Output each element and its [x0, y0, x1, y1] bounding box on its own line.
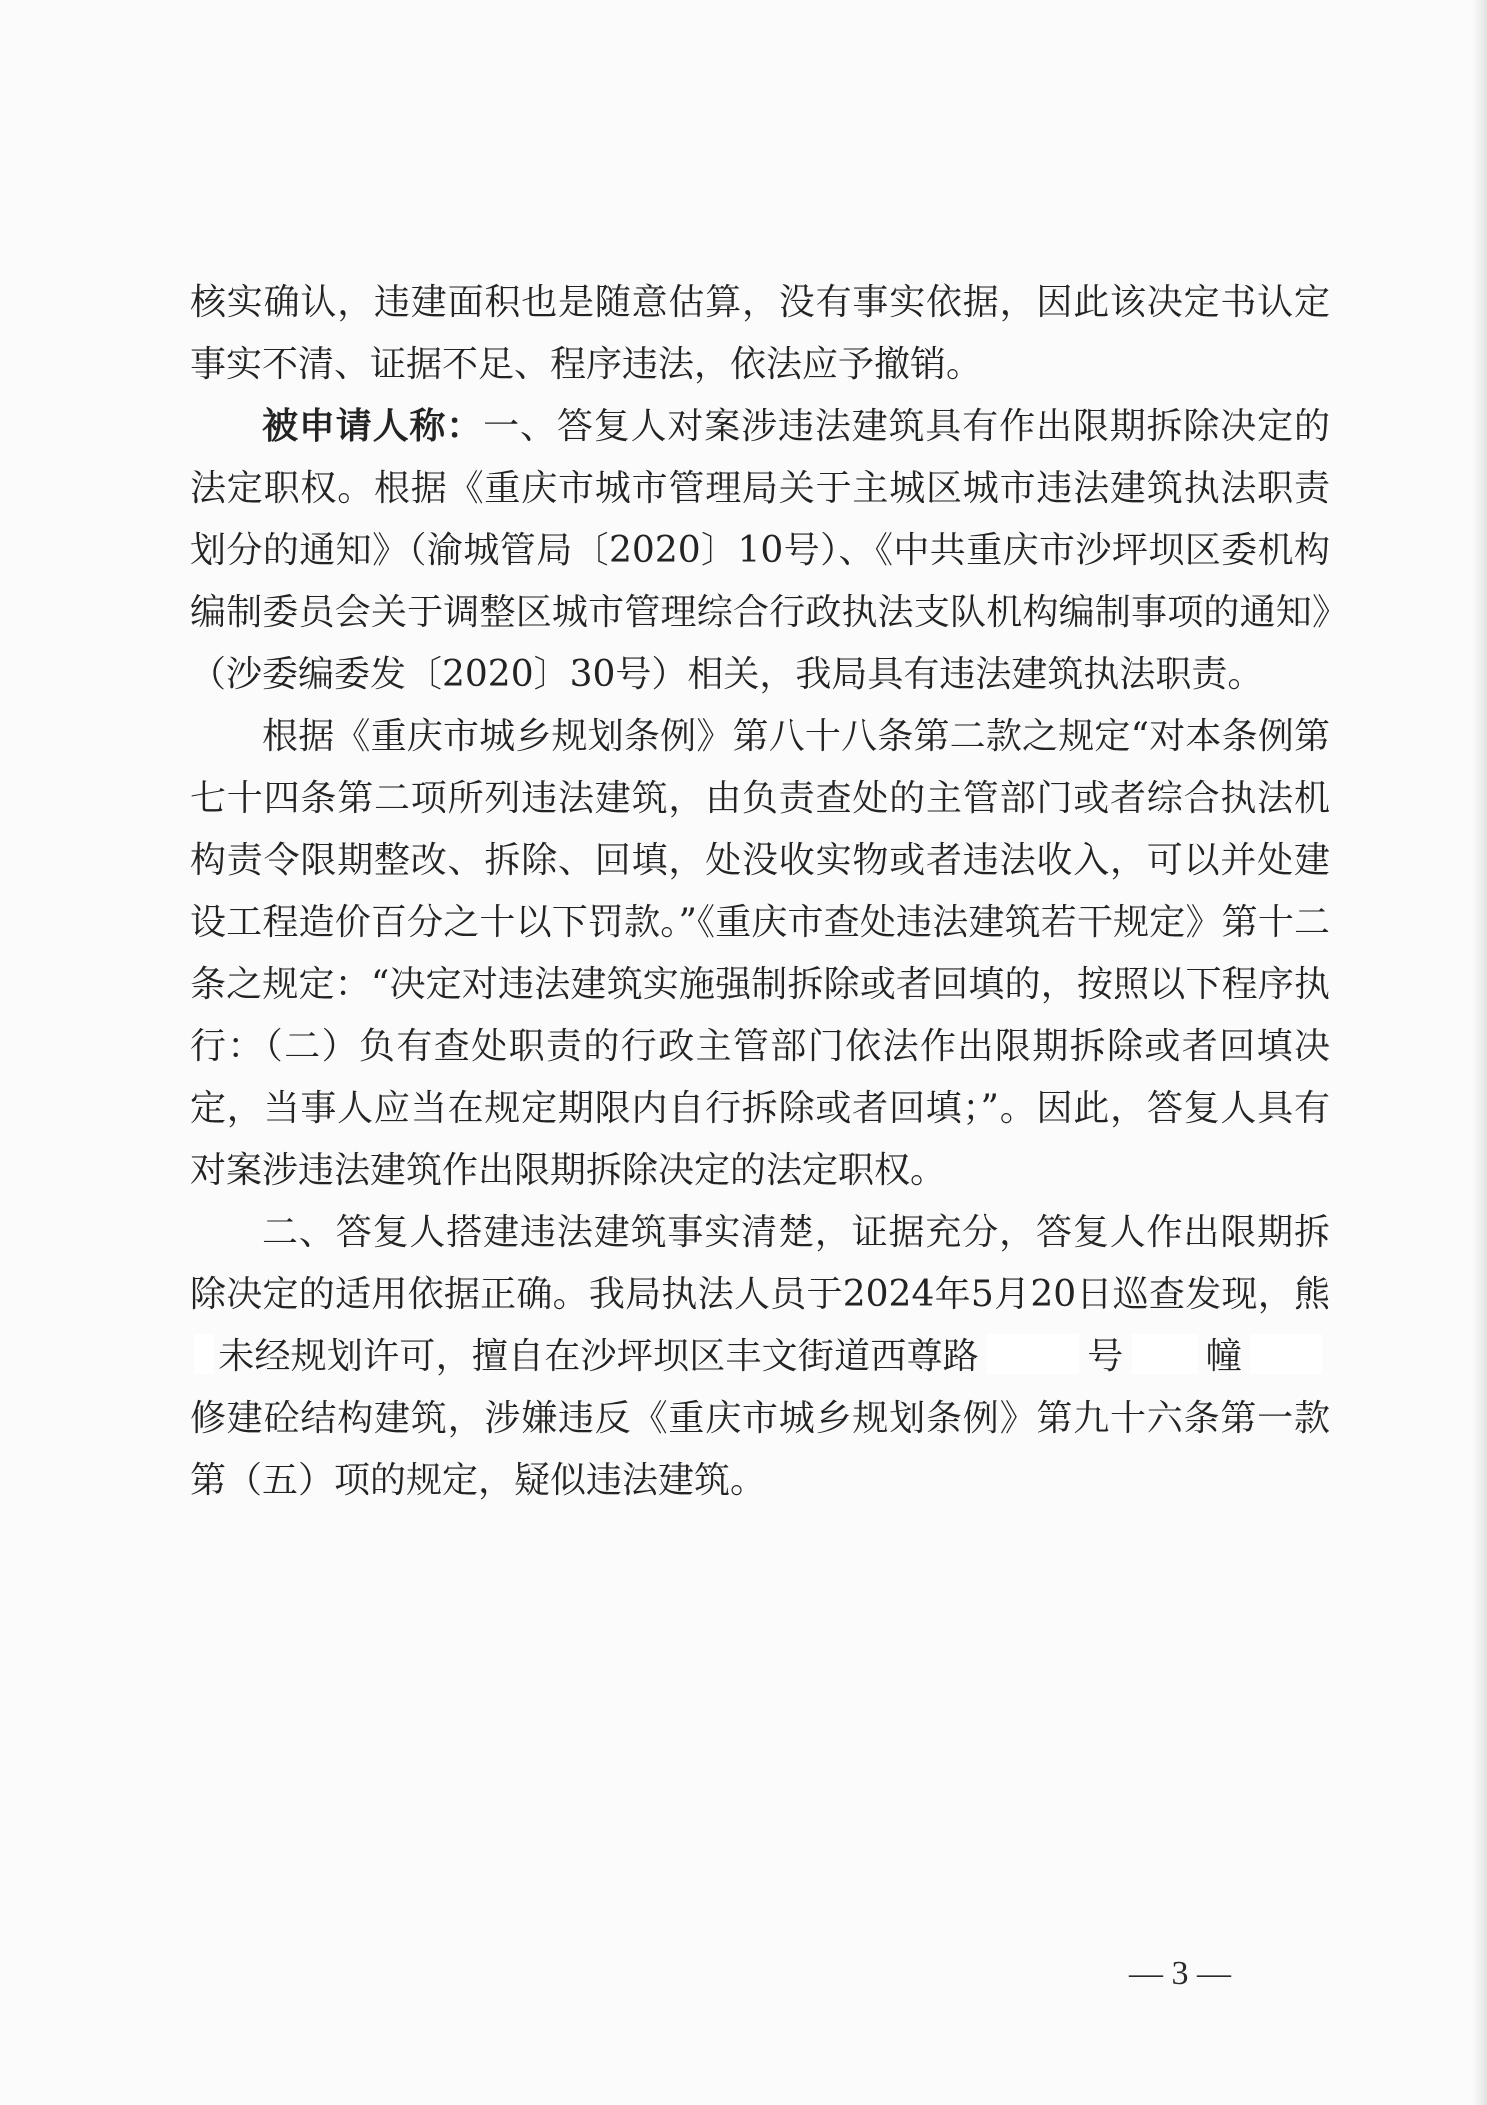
- redaction-block: [987, 1334, 1079, 1374]
- redaction-block: [1132, 1334, 1198, 1374]
- facts-segment-4: 幢: [1205, 1336, 1242, 1377]
- page-number: — 3 —: [1129, 1955, 1231, 1992]
- facts-segment-1: 二、答复人搭建违法建筑事实清楚，证据充分，答复人作出限期拆除决定的适用依据正确。我局执法人员于2024年5月20日巡查发现，熊: [190, 1212, 1330, 1315]
- respondent-lead-label: 被申请人称：: [262, 406, 484, 447]
- facts-segment-5: 修建砼结构建筑，涉嫌违反《重庆市城乡规划条例》第九十六条第一款第（五）项的规定，疑似违法建筑。: [190, 1398, 1330, 1501]
- respondent-claim-text: 一、答复人对案涉违法建筑具有作出限期拆除决定的法定职权。根据《重庆市城市管理局关于主城区城市违法建筑执法职责划分的通知》（渝城管局〔2020〕10号）、《中共重庆市沙坪坝区委机构编制委员会关于调整区城市管理综合行政执法支队机构编制事项的通知》（沙委编委发〔2020〕30号）相关，我局具有违法建筑执法职责。: [190, 406, 1330, 695]
- paragraph-respondent-claim: [190, 396, 1330, 706]
- paragraph-continuation: 核实确认，违建面积也是随意估算，没有事实依据，因此该决定书认定事实不清、证据不足、程序违法，依法应予撤销。: [190, 282, 1330, 385]
- redaction-block: [194, 1334, 214, 1374]
- redaction-block: [1250, 1334, 1322, 1374]
- document-body: [190, 272, 1330, 1512]
- facts-segment-2: 未经规划许可，擅自在沙坪坝区丰文街道西尊路: [218, 1336, 980, 1377]
- facts-segment-3: 号: [1087, 1336, 1124, 1377]
- scan-shadow-edge: [1473, 0, 1487, 2105]
- paragraph-facts: [190, 1202, 1330, 1512]
- paragraph-legal-basis: 根据《重庆市城乡规划条例》第八十八条第二款之规定“对本条例第七十四条第二项所列违法建筑，由负责查处的主管部门或者综合执法机构责令限期整改、拆除、回填，处没收实物或者违法收入，可以并处建设工程造价百分之十以下罚款。”《重庆市查处违法建筑若干规定》第十二条之规定：“决定对违法建筑实施强制拆除或者回填的，按照以下程序执行：（二）负有查处职责的行政主管部门依法作出限期拆除或者回填决定，当事人应当在规定期限内自行拆除或者回填；”。因此，答复人具有对案涉违法建筑作出限期拆除决定的法定职权。: [190, 716, 1330, 1191]
